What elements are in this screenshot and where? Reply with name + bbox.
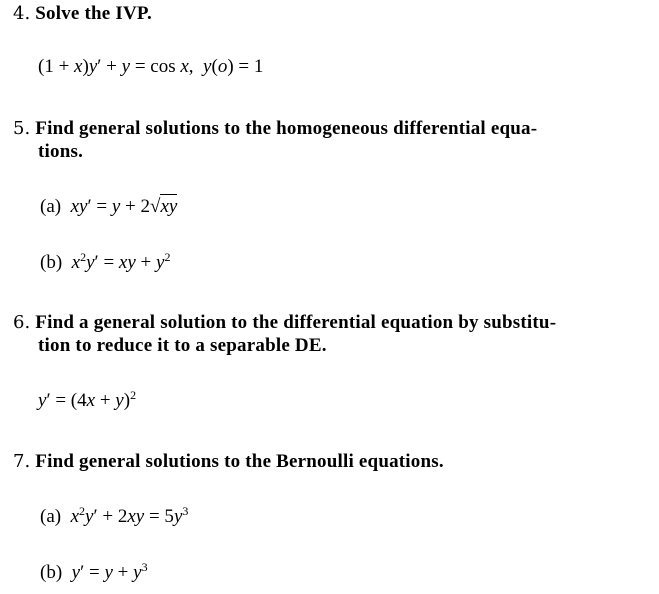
problem-5-header [13,118,537,140]
problem-heading-line1: Find general solutions to the homogeneous differential equa- [35,118,538,139]
problem-4-equation: (1 + x)y′ + y = cos x, y(o) = 1 [38,56,264,77]
problem-heading: Find general solutions to the Bernoulli equations. [35,451,444,472]
problem-number: 4. [13,3,31,24]
problem-7b-equation: (b) $y' = y + y^3$ [40,560,148,583]
problem-4-header [13,3,152,25]
part-label: (b) [40,562,63,583]
problem-number: 5. [13,118,31,139]
part-label: (a) [40,506,62,527]
problem-6-equation: $y' = (4x + y)^2$ [38,388,137,411]
problem-6-header [13,312,556,334]
problem-number: 7. [13,451,31,472]
problem-5-heading-line2: tions. [38,141,84,162]
problem-7a-equation: (a) $x^2y' + 2xy = 5y^3$ [40,504,189,527]
problem-heading: Solve the IVP. [35,3,152,24]
part-label: (a) [40,196,62,217]
problem-5b-equation: (b) $x^2y'$ = xy + $y^2$ [40,250,171,273]
part-label: (b) [40,252,63,273]
problem-heading-line1: Find a general solution to the differential equation by substitu- [35,312,557,333]
problem-number: 6. [13,312,31,333]
problem-5a-equation: (a) xy′ = y + 2√xy [40,196,178,217]
problem-7-header [13,451,444,473]
problem-6-heading-line2: tion to reduce it to a separable DE. [38,335,327,356]
